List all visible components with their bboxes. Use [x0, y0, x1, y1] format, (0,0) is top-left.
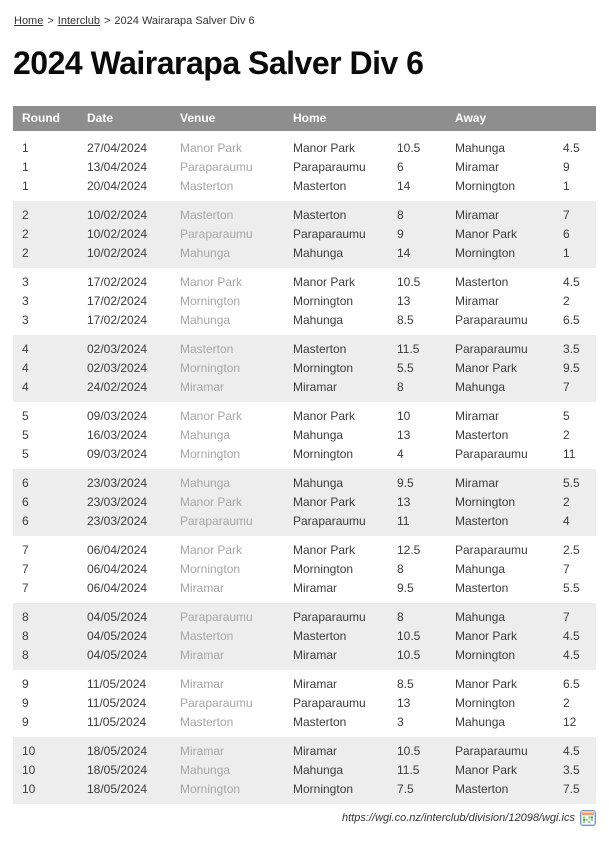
round-cell: 6: [13, 512, 78, 536]
away-team-cell: Mornington: [446, 646, 554, 670]
venue-cell: Mornington: [180, 293, 241, 308]
date-cell: 27/04/2024: [87, 140, 148, 155]
date-cell: 09/03/2024: [87, 408, 148, 423]
home-team-cell: Miramar: [293, 580, 337, 595]
away-score-cell: 7: [554, 201, 596, 225]
date-cell: 23/03/2024: [78, 469, 171, 493]
home-score-cell: 10.5: [388, 646, 446, 670]
away-score-cell: 1: [563, 178, 570, 193]
venue-cell: Miramar: [180, 676, 224, 691]
venue-cell: Masterton: [171, 335, 284, 359]
fixture-row: [13, 761, 596, 780]
away-team-cell: Mahunga: [455, 140, 506, 155]
fixture-row: [13, 426, 596, 445]
away-team-cell: Masterton: [446, 780, 554, 804]
home-team-cell: Mornington: [284, 780, 388, 804]
home-score-cell: 8.5: [397, 312, 414, 327]
away-team-cell: Paraparaumu: [446, 335, 554, 359]
away-team-cell: Paraparaumu: [455, 446, 528, 461]
away-score-cell: 4.5: [563, 274, 580, 289]
venue-cell: Manor Park: [180, 408, 243, 423]
fixture-row: [13, 780, 596, 804]
away-score-cell: 11: [563, 446, 576, 461]
date-cell: 18/05/2024: [78, 780, 171, 804]
home-score-cell: 8: [388, 603, 446, 627]
away-team-cell: Miramar: [455, 293, 499, 308]
away-team-cell: Manor Park: [446, 359, 554, 378]
home-score-cell: 10.5: [397, 274, 421, 289]
away-score-cell: 4.5: [554, 737, 596, 761]
home-team-cell: Masterton: [284, 335, 388, 359]
home-score-cell: 13: [388, 493, 446, 512]
away-score-cell: 12: [563, 714, 577, 729]
away-team-cell: Paraparaumu: [446, 737, 554, 761]
round-cell: 1: [22, 140, 29, 155]
home-team-cell: Paraparaumu: [284, 603, 388, 627]
home-score-cell: 8: [388, 201, 446, 225]
home-score-cell: 11.5: [388, 335, 446, 359]
home-score-cell: 11: [388, 512, 446, 536]
date-cell: 02/03/2024: [78, 335, 171, 359]
home-team-cell: Manor Park: [293, 274, 356, 289]
column-header-away: Away: [446, 106, 554, 134]
home-team-cell: Manor Park: [293, 140, 356, 155]
fixture-row: [13, 536, 596, 560]
date-cell: 17/02/2024: [87, 312, 148, 327]
fixture-row: [13, 512, 596, 536]
round-cell: 3: [22, 312, 29, 327]
away-team-cell: Mornington: [446, 493, 554, 512]
away-team-cell: Mahunga: [446, 378, 554, 402]
fixture-row: [13, 335, 596, 359]
date-cell: 04/05/2024: [78, 603, 171, 627]
home-team-cell: Masterton: [284, 627, 388, 646]
round-cell: 8: [13, 603, 78, 627]
round-cell: 9: [22, 676, 29, 691]
date-cell: 04/05/2024: [78, 646, 171, 670]
venue-cell: Mornington: [180, 446, 241, 461]
away-team-cell: Masterton: [455, 427, 509, 442]
away-team-cell: Manor Park: [455, 676, 518, 691]
fixture-row: [13, 292, 596, 311]
home-score-cell: 13: [397, 293, 411, 308]
home-score-cell: 7.5: [388, 780, 446, 804]
home-score-cell: 3: [397, 714, 404, 729]
home-score-cell: 14: [388, 244, 446, 268]
column-header-round: Round: [13, 106, 78, 134]
fixture-row: [13, 201, 596, 225]
home-score-cell: 9.5: [397, 580, 414, 595]
round-cell: 9: [22, 695, 29, 710]
round-cell: 8: [13, 627, 78, 646]
venue-cell: Mornington: [171, 359, 284, 378]
fixture-row: [13, 579, 596, 603]
away-team-cell: Mornington: [455, 695, 516, 710]
fixture-row: [13, 694, 596, 713]
date-cell: 10/02/2024: [78, 225, 171, 244]
fixture-row: [13, 469, 596, 493]
round-cell: 10: [13, 761, 78, 780]
home-team-cell: Mahunga: [293, 427, 344, 442]
away-team-cell: Manor Park: [446, 225, 554, 244]
home-team-cell: Paraparaumu: [293, 159, 366, 174]
home-score-cell: 10.5: [388, 737, 446, 761]
home-team-cell: Masterton: [293, 178, 347, 193]
venue-cell: Manor Park: [171, 493, 284, 512]
home-score-cell: 10.5: [388, 627, 446, 646]
home-team-cell: Mahunga: [284, 761, 388, 780]
breadcrumb-current: 2024 Wairarapa Salver Div 6: [114, 15, 255, 27]
away-team-cell: Masterton: [446, 512, 554, 536]
date-cell: 06/04/2024: [87, 561, 148, 576]
fixture-row: [13, 670, 596, 694]
calendar-icon[interactable]: [580, 810, 596, 826]
away-team-cell: Paraparaumu: [455, 312, 528, 327]
away-score-cell: 2: [563, 427, 570, 442]
away-score-cell: 7.5: [554, 780, 596, 804]
home-team-cell: Paraparaumu: [293, 695, 366, 710]
away-score-cell: 7: [554, 603, 596, 627]
venue-cell: Mahunga: [171, 761, 284, 780]
round-cell: 10: [13, 780, 78, 804]
away-team-cell: Miramar: [455, 159, 499, 174]
fixture-row: [13, 158, 596, 177]
home-team-cell: Miramar: [293, 676, 337, 691]
round-cell: 5: [22, 408, 29, 423]
home-team-cell: Mornington: [293, 446, 354, 461]
away-score-cell: 3.5: [554, 761, 596, 780]
fixture-row: [13, 134, 596, 158]
date-cell: 23/03/2024: [78, 512, 171, 536]
date-cell: 13/04/2024: [87, 159, 148, 174]
fixture-row: [13, 560, 596, 579]
away-score-cell: 3.5: [554, 335, 596, 359]
fixture-row: [13, 627, 596, 646]
breadcrumb-link-home[interactable]: Home: [14, 15, 44, 27]
breadcrumb-separator: >: [103, 15, 111, 27]
fixture-row: [13, 493, 596, 512]
away-score-cell: 7: [554, 378, 596, 402]
away-team-cell: Miramar: [446, 469, 554, 493]
venue-cell: Masterton: [171, 201, 284, 225]
away-team-cell: Manor Park: [446, 627, 554, 646]
away-score-cell: 2: [563, 695, 570, 710]
date-cell: 11/05/2024: [87, 714, 147, 729]
venue-cell: Mornington: [171, 780, 284, 804]
date-cell: 20/04/2024: [87, 178, 148, 193]
home-score-cell: 9.5: [388, 469, 446, 493]
away-score-cell: 4.5: [554, 646, 596, 670]
column-header-date: Date: [78, 106, 171, 134]
home-score-cell: 12.5: [397, 542, 421, 557]
home-score-cell: 5.5: [388, 359, 446, 378]
away-team-cell: Miramar: [446, 201, 554, 225]
round-cell: 4: [13, 359, 78, 378]
home-score-cell: 6: [397, 159, 404, 174]
fixture-row: [13, 244, 596, 268]
date-cell: 17/02/2024: [87, 274, 148, 289]
column-header-home-score: [388, 106, 446, 134]
venue-cell: Manor Park: [180, 274, 243, 289]
away-team-cell: Paraparaumu: [455, 542, 528, 557]
round-cell: 2: [13, 201, 78, 225]
date-cell: 17/02/2024: [87, 293, 148, 308]
date-cell: 11/05/2024: [87, 695, 147, 710]
fixtures-table-header: [13, 106, 596, 134]
venue-cell: Masterton: [180, 714, 234, 729]
venue-cell: Mahunga: [171, 469, 284, 493]
date-cell: 06/04/2024: [87, 580, 148, 595]
round-cell: 9: [22, 714, 29, 729]
date-cell: 04/05/2024: [78, 627, 171, 646]
home-score-cell: 8: [397, 561, 404, 576]
breadcrumb-link-interclub[interactable]: Interclub: [57, 15, 100, 27]
away-team-cell: Miramar: [455, 408, 499, 423]
away-score-cell: 5.5: [563, 580, 580, 595]
home-team-cell: Miramar: [284, 737, 388, 761]
fixture-row: [13, 268, 596, 292]
home-team-cell: Masterton: [293, 714, 347, 729]
fixtures-table-body: [13, 134, 596, 804]
round-cell: 5: [22, 427, 29, 442]
home-score-cell: 8: [388, 378, 446, 402]
date-cell: 11/05/2024: [87, 676, 147, 691]
home-team-cell: Paraparaumu: [284, 512, 388, 536]
round-cell: 6: [13, 469, 78, 493]
away-score-cell: 9: [563, 159, 570, 174]
date-cell: 24/02/2024: [78, 378, 171, 402]
home-score-cell: 9: [388, 225, 446, 244]
round-cell: 3: [22, 293, 29, 308]
away-score-cell: 4.5: [554, 627, 596, 646]
fixture-row: [13, 713, 596, 737]
venue-cell: Miramar: [171, 378, 284, 402]
venue-cell: Miramar: [171, 646, 284, 670]
away-score-cell: 5: [563, 408, 570, 423]
home-score-cell: 8.5: [397, 676, 414, 691]
home-score-cell: 10: [397, 408, 411, 423]
venue-cell: Paraparaumu: [171, 225, 284, 244]
away-team-cell: Mornington: [455, 178, 516, 193]
away-score-cell: 6.5: [563, 676, 580, 691]
date-cell: 02/03/2024: [78, 359, 171, 378]
home-score-cell: 13: [397, 695, 411, 710]
fixture-row: [13, 177, 596, 201]
date-cell: 09/03/2024: [87, 446, 148, 461]
home-score-cell: 4: [397, 446, 404, 461]
date-cell: 10/02/2024: [78, 201, 171, 225]
round-cell: 6: [13, 493, 78, 512]
fixture-row: [13, 311, 596, 335]
away-score-cell: 2: [554, 493, 596, 512]
home-team-cell: Miramar: [284, 646, 388, 670]
home-team-cell: Mornington: [293, 561, 354, 576]
venue-cell: Masterton: [171, 627, 284, 646]
date-cell: 18/05/2024: [78, 761, 171, 780]
fixture-row: [13, 378, 596, 402]
breadcrumb: [14, 15, 596, 27]
round-cell: 7: [22, 561, 29, 576]
breadcrumb-separator: >: [47, 15, 54, 27]
home-team-cell: Mahunga: [284, 244, 388, 268]
home-team-cell: Masterton: [284, 201, 388, 225]
away-score-cell: 6: [554, 225, 596, 244]
date-cell: 23/03/2024: [78, 493, 171, 512]
away-team-cell: Mahunga: [446, 603, 554, 627]
away-score-cell: 9.5: [554, 359, 596, 378]
home-team-cell: Paraparaumu: [284, 225, 388, 244]
away-team-cell: Masterton: [455, 274, 509, 289]
column-header-venue: Venue: [171, 106, 284, 134]
home-team-cell: Mahunga: [284, 469, 388, 493]
date-cell: 10/02/2024: [78, 244, 171, 268]
fixture-row: [13, 603, 596, 627]
fixture-row: [13, 737, 596, 761]
venue-cell: Paraparaumu: [180, 695, 253, 710]
away-team-cell: Mahunga: [455, 714, 506, 729]
calendar-subscribe: [13, 810, 596, 826]
venue-cell: Paraparaumu: [171, 603, 284, 627]
away-team-cell: Masterton: [455, 580, 509, 595]
away-score-cell: 1: [554, 244, 596, 268]
away-score-cell: 2.5: [563, 542, 580, 557]
round-cell: 7: [22, 542, 29, 557]
away-score-cell: 4: [554, 512, 596, 536]
venue-cell: Paraparaumu: [180, 159, 253, 174]
round-cell: 2: [13, 225, 78, 244]
home-team-cell: Miramar: [284, 378, 388, 402]
away-score-cell: 4.5: [563, 140, 580, 155]
home-team-cell: Manor Park: [293, 408, 356, 423]
home-score-cell: 11.5: [388, 761, 446, 780]
home-team-cell: Manor Park: [284, 493, 388, 512]
away-score-cell: 6.5: [563, 312, 580, 327]
ics-url: https://wgi.co.nz/interclub/division/12098/wgi.ics: [342, 811, 575, 824]
venue-cell: Mahunga: [180, 427, 231, 442]
venue-cell: Paraparaumu: [171, 512, 284, 536]
venue-cell: Manor Park: [180, 542, 243, 557]
away-score-cell: 7: [563, 561, 570, 576]
home-score-cell: 10.5: [397, 140, 421, 155]
away-score-cell: 2: [563, 293, 570, 308]
date-cell: 16/03/2024: [87, 427, 148, 442]
away-team-cell: Mahunga: [455, 561, 506, 576]
away-team-cell: Mornington: [446, 244, 554, 268]
fixture-row: [13, 359, 596, 378]
venue-cell: Mahunga: [171, 244, 284, 268]
venue-cell: Mahunga: [180, 312, 231, 327]
home-team-cell: Mornington: [284, 359, 388, 378]
round-cell: 4: [13, 378, 78, 402]
round-cell: 10: [13, 737, 78, 761]
away-score-cell: 5.5: [554, 469, 596, 493]
venue-cell: Miramar: [171, 737, 284, 761]
fixture-row: [13, 225, 596, 244]
column-header-home: Home: [284, 106, 388, 134]
fixtures-table: [13, 106, 596, 804]
round-cell: 7: [22, 580, 29, 595]
home-team-cell: Mahunga: [293, 312, 344, 327]
fixture-row: [13, 402, 596, 426]
date-cell: 18/05/2024: [78, 737, 171, 761]
venue-cell: Masterton: [180, 178, 234, 193]
round-cell: 1: [22, 178, 29, 193]
home-team-cell: Manor Park: [293, 542, 356, 557]
fixture-row: [13, 445, 596, 469]
round-cell: 4: [13, 335, 78, 359]
home-score-cell: 13: [397, 427, 411, 442]
venue-cell: Miramar: [180, 580, 224, 595]
home-team-cell: Mornington: [293, 293, 354, 308]
venue-cell: Mornington: [180, 561, 241, 576]
home-score-cell: 14: [397, 178, 411, 193]
venue-cell: Manor Park: [180, 140, 243, 155]
round-cell: 2: [13, 244, 78, 268]
date-cell: 06/04/2024: [87, 542, 148, 557]
page-title: 2024 Wairarapa Salver Div 6: [13, 45, 424, 81]
round-cell: 1: [22, 159, 29, 174]
round-cell: 3: [22, 274, 29, 289]
column-header-away-score: [554, 106, 596, 134]
round-cell: 8: [13, 646, 78, 670]
away-team-cell: Manor Park: [446, 761, 554, 780]
round-cell: 5: [22, 446, 29, 461]
fixture-row: [13, 646, 596, 670]
